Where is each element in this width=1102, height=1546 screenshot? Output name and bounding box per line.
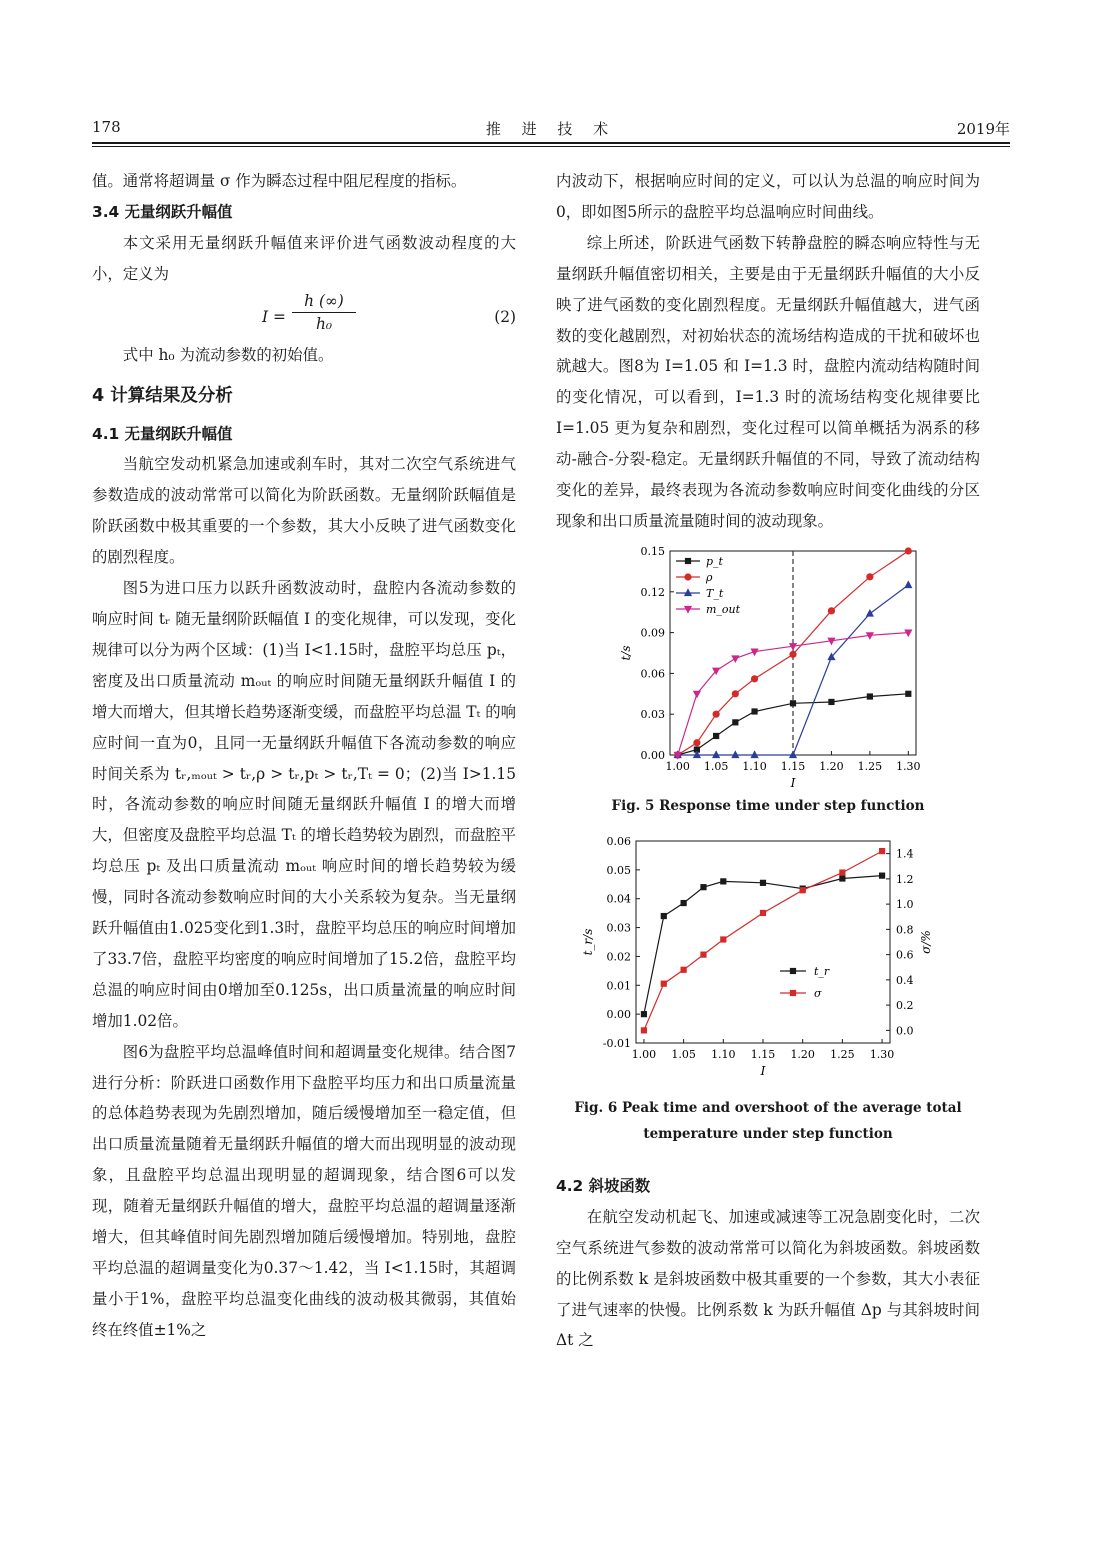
plot-frame (636, 841, 890, 1043)
section-heading-3-4: 3.4 无量纲跃升幅值 (92, 202, 233, 221)
x-tick-label: 1.30 (869, 1047, 895, 1061)
header-rule-thick (92, 142, 1010, 144)
section-heading-4: 4 计算结果及分析 (92, 385, 233, 406)
x-tick-label: 1.10 (711, 1047, 736, 1061)
y-tick-label: 0.03 (606, 921, 631, 935)
y-right-tick-label: 0.8 (896, 923, 914, 937)
y-tick-label: 0.05 (606, 863, 631, 877)
data-point (866, 609, 874, 617)
data-point (905, 547, 912, 554)
paragraph: 式中 h₀ 为流动参数的初始值。 (122, 345, 334, 364)
x-axis-label: I (760, 1063, 766, 1078)
data-point (751, 708, 757, 714)
data-point (751, 675, 758, 682)
paragraph: 内波动下，根据响应时间的定义，可以认为总温的响应时间为0，即如图5所示的盘腔平均总温响应时间曲线。 (556, 172, 980, 221)
data-point (720, 878, 726, 884)
paragraph: 值。通常将超调量 σ 作为瞬态过程中阻尼程度的指标。 (92, 172, 467, 190)
data-point (789, 651, 796, 658)
data-point (661, 913, 667, 919)
y-right-tick-label: 1.0 (896, 898, 914, 911)
paragraph: 图6为盘腔平均总温峰值时间和超调量变化规律。结合图7进行分析：阶跃进口函数作用下盘腔平均压力和出口质量流量的总体趋势表现为先剧烈增加，随后缓慢增加至一稳定值，但出口质量流量随着无量纲跃升幅值的增大而出现明显的波动现象，且盘腔平均总温出现明显的超调现象，结合图6可以发现，随着无量纲跃升幅值的增大，盘腔平均总温的超调量逐渐增大，但其峰值时间先剧烈增加随后缓慢增加。特别地，盘腔平均总温的超调量变化为0.37～1.42，当 I<1.15时，其超调量小于1%，盘腔平均总温变化曲线的波动极其微弱，其值始终在终值±1%之 (92, 1042, 516, 1339)
x-tick-label: 1.15 (750, 1047, 776, 1061)
y-right-tick-label: 1.2 (896, 872, 914, 886)
paragraph: 本文采用无量纲跃升幅值来评价进气函数波动程度的大小，定义为 (92, 233, 516, 283)
x-tick-label: 1.20 (790, 1047, 815, 1061)
data-point (700, 884, 706, 890)
y-right-tick-label: 0.2 (896, 999, 914, 1012)
y-right-tick-label: 0.0 (896, 1024, 914, 1038)
data-point (867, 693, 873, 699)
data-point (700, 951, 706, 957)
data-point (720, 936, 726, 942)
x-tick-label: 1.00 (631, 1047, 657, 1061)
x-tick-label: 1.25 (857, 759, 883, 773)
data-point (712, 750, 720, 758)
legend-marker (684, 588, 692, 596)
y-right-tick-label: 0.6 (896, 948, 914, 962)
y-right-tick-label: 1.4 (896, 847, 914, 861)
data-point (839, 869, 845, 875)
data-point (790, 700, 796, 706)
y-tick-label: 0.02 (606, 950, 631, 964)
data-point (879, 872, 885, 878)
data-point (731, 750, 739, 758)
legend-label: m_out (706, 602, 741, 616)
data-point (800, 887, 806, 893)
data-point (713, 710, 720, 717)
left-column (92, 166, 516, 1346)
y-tick-label: 0.09 (640, 626, 665, 640)
x-axis-label: I (790, 775, 796, 790)
legend-label: T_t (706, 586, 724, 600)
data-point (661, 980, 667, 986)
data-point (828, 607, 835, 614)
data-point (828, 699, 834, 705)
data-point (732, 690, 739, 697)
legend-marker (685, 558, 691, 564)
journal-name: 推 进 技 术 (485, 120, 617, 138)
data-point (904, 580, 912, 588)
legend-marker (790, 968, 796, 974)
paragraph: 图5为进口压力以跃升函数波动时，盘腔内各流动参数的响应时间 tᵣ 随无量纲阶跃幅值 I 的变化规律，可以发现，变化规律可以分为两个区域：(1)当 I<1.15时，盘腔平均总压 pₜ，密度及出口质量流动 mₒᵤₜ 的响应时间随无量纲跃升幅值 I 的增大而增大，但其增长趋势逐渐变缓，而盘腔平均总温 Tₜ 的响应时间一直为0，且同一无量纲跃升幅值下各流动参数的响应时间关系为 tᵣ,ₘₒᵤₜ > tᵣ,ρ > tᵣ,pₜ > tᵣ,Tₜ = 0；(2)当 I>1.15时，各流动参数的响应时间随无量纲跃升幅值 I 的增大而增大，但密度及盘腔平均总温 Tₜ 的增长趋势较为剧烈，而盘腔平均总压 pₜ 及出口质量流动 mₒᵤₜ 响应时间的增长趋势较为缓慢，同时各流动参数响应时间的大小关系较为复杂。当无量纲跃升幅值由1.025变化到1.3时，盘腔平均总压的响应时间增加了33.7倍，盘腔平均密度的响应时间增加了15.2倍，盘腔平均总温的响应时间由0增加至0.125s，出口质量流量的响应时间增加1.02倍。 (92, 579, 517, 1030)
equation-lhs: I = (262, 307, 286, 326)
data-point (693, 739, 700, 746)
legend-label: σ (814, 986, 822, 1000)
y-tick-label: 0.06 (640, 667, 665, 681)
y-axis-label: t/s (619, 645, 633, 661)
x-tick-label: 1.05 (671, 1047, 696, 1061)
y-tick-label: 0.01 (606, 979, 631, 993)
equation-denominator: h₀ (315, 314, 333, 333)
equation-2 (92, 290, 516, 340)
section-heading-4-2: 4.2 斜坡函数 (556, 1176, 651, 1195)
figure-6-chart (556, 833, 980, 1095)
legend-label: ρ (706, 570, 713, 584)
y-tick-label: 0.15 (640, 544, 665, 558)
paragraph: 综上所述，阶跃进气函数下转静盘腔的瞬态响应特性与无量纲跃升幅值密切相关，主要是由于无量纲跃升幅值的大小反映了进气函数的变化剧烈程度。无量纲跃升幅值越大，进气函数的变化越剧烈，对初始状态的流场结构造成的干扰和破坏也就越大。图8为 I=1.05 和 I=1.3 时，盘腔内流动结构随时间的变化情况，可以看到，I=1.3 时的流场结构变化规律要比 I=1.05 更为复杂和剧烈，变化过程可以简单概括为涡系的移动-融合-分裂-稳定。无量纲跃升幅值的不同，导致了流动结构变化的差异，最终表现为各流动参数响应时间变化曲线的分区现象和出口质量流量随时间的波动现象。 (556, 233, 980, 530)
data-point (866, 573, 873, 580)
figure-6-caption-line-2: temperature under step function (643, 1125, 893, 1142)
header-rule-thin (92, 146, 1010, 147)
equation-numerator: h (∞) (292, 290, 356, 313)
data-point (681, 900, 687, 906)
paragraph: 在航空发动机起飞、加速或减速等工况急剧变化时，二次空气系统进气参数的波动常常可以简化为斜坡函数。斜坡函数的比例系数 k 是斜坡函数中极其重要的一个参数，其大小表征了进气速率的快慢。比例系数 k 为跃升幅值 Δp 与其斜坡时间 Δt 之 (556, 1207, 980, 1350)
y-tick-label: 0.04 (606, 892, 631, 906)
data-point (641, 1011, 647, 1017)
x-tick-label: 1.05 (703, 759, 729, 773)
data-point (879, 848, 885, 854)
x-tick-label: 1.00 (665, 759, 690, 773)
data-point (760, 910, 766, 916)
legend-marker (684, 573, 691, 580)
x-tick-label: 1.30 (896, 759, 921, 773)
figure-6-caption-line-1: Fig. 6 Peak time and overshoot of the average total (574, 1099, 962, 1116)
y-axis-label: t_r/s (581, 928, 595, 956)
legend-marker (684, 606, 692, 614)
data-point (693, 691, 701, 699)
section-heading-4-1: 4.1 无量纲跃升幅值 (92, 424, 233, 443)
data-point (731, 655, 739, 663)
equation-number: (2) (494, 307, 516, 326)
y-right-tick-label: 0.4 (896, 973, 914, 987)
legend-label: t_r (814, 964, 830, 978)
y-tick-label: -0.01 (602, 1036, 631, 1050)
x-tick-label: 1.10 (742, 759, 767, 773)
data-point (760, 880, 766, 886)
equation-fraction (292, 290, 356, 335)
data-point (839, 875, 845, 881)
y-tick-label: 0.00 (606, 1008, 631, 1022)
right-column (556, 166, 980, 1356)
publication-year: 2019年 (956, 120, 1010, 138)
figure-5-chart (556, 543, 980, 793)
data-point (732, 719, 738, 725)
data-point (750, 750, 758, 758)
y-right-axis-label: σ/% (919, 930, 933, 954)
data-point (641, 1027, 647, 1033)
data-point (905, 691, 911, 697)
page-number: 178 (92, 118, 121, 136)
paragraph: 当航空发动机紧急加速或刹车时，其对二次空气系统进气参数造成的波动常常可以简化为阶跃函数。无量纲阶跃幅值是阶跃函数中极其重要的一个参数，其大小反映了进气函数变化的剧烈程度。 (92, 455, 516, 567)
x-tick-label: 1.15 (780, 759, 806, 773)
series-line (644, 875, 882, 1014)
data-point (713, 733, 719, 739)
data-point (681, 967, 687, 973)
page-header (92, 118, 1010, 140)
y-tick-label: 0.03 (640, 708, 665, 722)
legend-marker (790, 990, 796, 996)
data-point (789, 750, 797, 758)
y-tick-label: 0.12 (640, 585, 665, 599)
y-tick-label: 0.06 (606, 834, 631, 848)
y-tick-label: 0.00 (640, 748, 665, 762)
x-tick-label: 1.25 (830, 1047, 855, 1061)
legend-label: p_t (706, 554, 723, 568)
figure-5-caption: Fig. 5 Response time under step function (611, 797, 925, 814)
x-tick-label: 1.20 (819, 759, 844, 773)
